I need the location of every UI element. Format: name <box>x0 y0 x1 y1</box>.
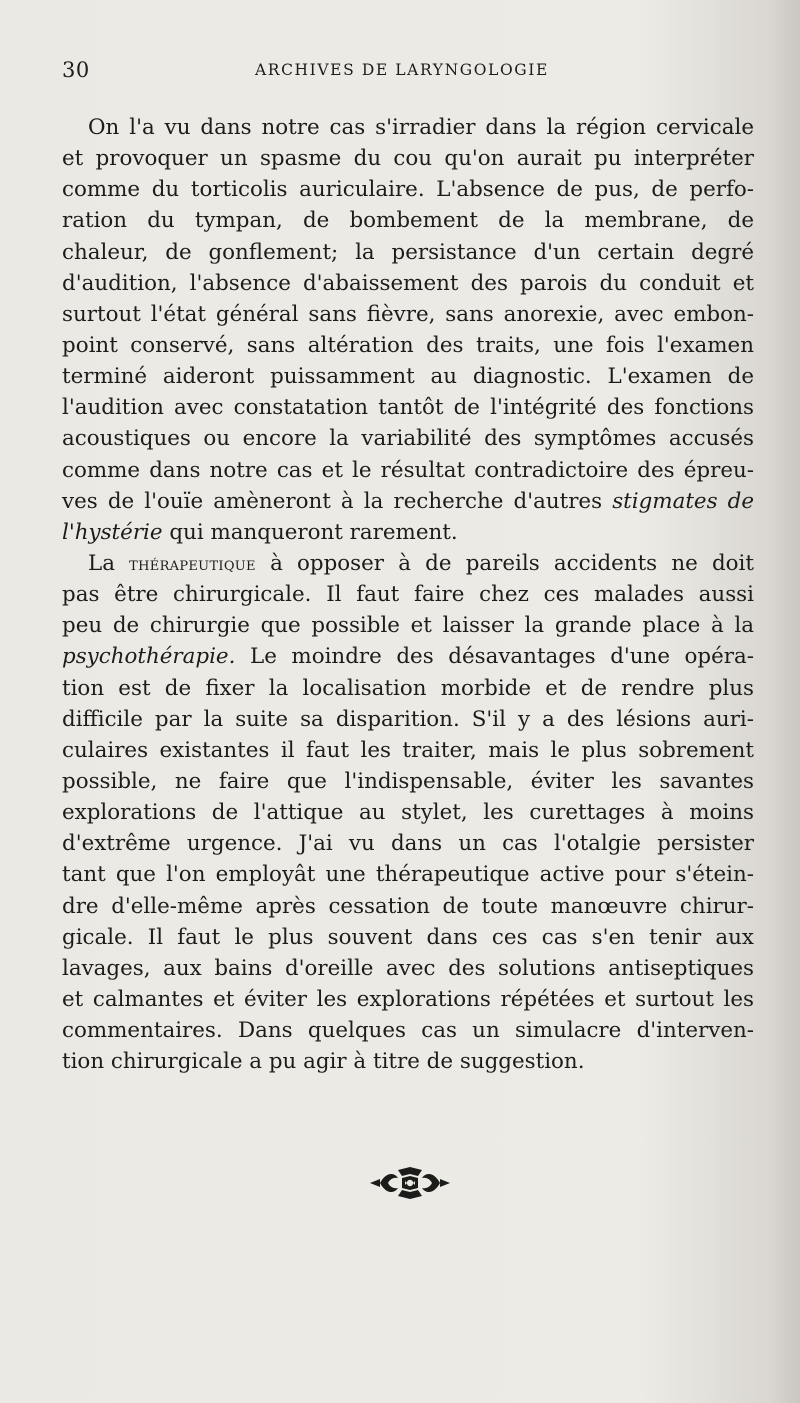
text-line: terminé aideront puissamment au diagnostic. L'examen de <box>62 364 754 390</box>
body-text <box>62 112 754 1077</box>
text-line: lavages, aux bains d'oreille avec des solutions antiseptiques <box>62 955 754 981</box>
text-line: acoustiques ou encore la variabilité des symptômes accusés <box>62 426 754 452</box>
text-line: tant que l'on employât une thérapeutique active pour s'étein- <box>62 862 754 888</box>
text-line: chaleur, de gonflement; la persistance d'un certain degré <box>62 239 754 265</box>
text-line <box>62 486 754 517</box>
text-line <box>62 548 754 579</box>
text-line: ration du tympan, de bombement de la membrane, de <box>62 208 754 234</box>
text-line: culaires existantes il faut les traiter, mais le plus sobrement <box>62 737 754 763</box>
text-line: tion est de fixer la localisation morbide et de rendre plus <box>62 675 754 701</box>
text-line: difficile par la suite sa disparition. S'il y a des lésions auri- <box>62 706 754 732</box>
text-line: l'audition avec constatation tantôt de l'intégrité des fonctions <box>62 395 754 421</box>
text-line: et calmantes et éviter les explorations répétées et surtout les <box>62 986 754 1012</box>
emphasis-text: l'hystérie <box>62 519 163 545</box>
text-line: tion chirurgicale a pu agir à titre de suggestion. <box>62 1049 585 1075</box>
text-segment: La <box>88 550 115 576</box>
small-caps-text: thérapeutique <box>129 552 256 575</box>
text-line: gicale. Il faut le plus souvent dans ces cas s'en tenir aux <box>62 924 754 950</box>
text-segment: ves de l'ouïe amèneront à la recherche d'autres <box>62 488 603 514</box>
text-line: point conservé, sans altération des traits, une fois l'examen <box>62 332 754 358</box>
emphasis-text: psychothérapie. <box>62 644 236 670</box>
text-line <box>62 517 754 548</box>
text-line: pas être chirurgicale. Il faut faire chez ces malades aussi <box>62 582 754 608</box>
fleuron-ornament-icon <box>368 1166 452 1200</box>
text-line: On l'a vu dans notre cas s'irradier dans la région cervicale <box>88 115 754 140</box>
text-line: et provoquer un spasme du cou qu'on aurait pu interpréter <box>62 146 754 172</box>
text-segment: à opposer à de pareils accidents ne doit <box>270 550 754 576</box>
text-line: peu de chirurgie que possible et laisser la grande place à la <box>62 613 754 639</box>
emphasis-text: stigmates de <box>612 488 755 514</box>
text-line: comme du torticolis auriculaire. L'absence de pus, de perfo- <box>62 177 754 203</box>
text-segment: qui manqueront rarement. <box>169 519 458 545</box>
text-line: comme dans notre cas et le résultat contradictoire des épreu- <box>62 457 754 483</box>
text-line: possible, ne faire que l'indispensable, éviter les savantes <box>62 768 754 794</box>
text-line <box>62 641 754 672</box>
text-line: dre d'elle-même après cessation de toute manœuvre chirur- <box>62 893 754 919</box>
text-line: explorations de l'attique au stylet, les curettages à moins <box>62 800 754 826</box>
journal-title: ARCHIVES DE LARYNGOLOGIE <box>255 61 549 79</box>
page-number: 30 <box>62 58 90 82</box>
text-segment: Le moindre des désavantages d'une opéra- <box>249 644 754 670</box>
text-line: d'audition, l'absence d'abaissement des parois du conduit et <box>62 270 754 296</box>
text-line: surtout l'état général sans fièvre, sans anorexie, avec embon- <box>62 301 754 327</box>
text-line: d'extrême urgence. J'ai vu dans un cas l'otalgie persister <box>62 831 754 857</box>
text-line: commentaires. Dans quelques cas un simulacre d'interven- <box>62 1018 754 1044</box>
running-head <box>60 58 760 88</box>
